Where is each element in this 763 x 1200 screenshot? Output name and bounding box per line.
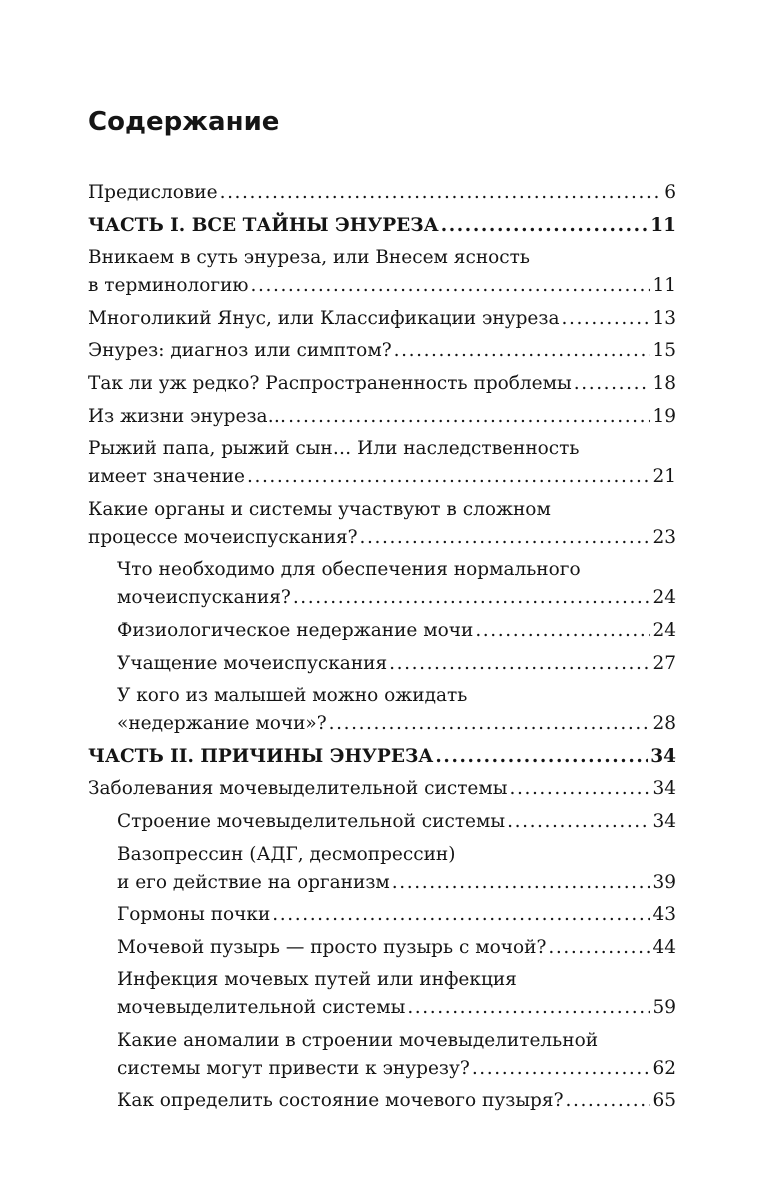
toc-entry-title: Гормоны почки [117,904,271,926]
dot-leader [507,808,650,836]
toc-page-number: 34 [650,745,676,767]
toc-page-number: 44 [652,936,676,958]
toc-page-number: 6 [664,182,676,203]
dot-leader [565,1087,650,1115]
dot-leader [472,1055,651,1083]
toc-subentry [117,841,676,897]
toc-list [88,179,676,1115]
toc-entry [88,305,676,333]
toc-entry-title-line1: Вникаем в суть энуреза, или Внесем ясность [88,247,530,269]
toc-page-number: 11 [650,214,676,236]
toc-part-heading [88,743,676,771]
toc-entry-title: Многоликий Янус, или Классификации энуреза [88,307,560,329]
toc-subentry [117,808,676,836]
toc-page-number: 19 [652,405,676,427]
dot-leader [293,584,651,612]
toc-entry [88,370,676,398]
toc-entry-title-line1: Какие органы и системы участвуют в сложном [88,498,551,520]
toc-subentry [117,934,676,962]
toc-entry-title: системы могут привести к энурезу? [117,1057,470,1079]
toc-entry-title: «недержание мочи»? [117,713,327,735]
toc-entry-title: ЧАСТЬ I. ВСЕ ТАЙНЫ ЭНУРЕЗА [88,214,439,236]
dot-leader [251,272,651,300]
dot-leader [548,934,650,962]
toc-entry [88,403,676,431]
toc-entry [88,435,676,491]
dot-leader [389,650,650,678]
dot-leader [407,994,650,1022]
toc-subentry [117,650,676,678]
toc-page-number: 21 [652,466,676,488]
toc-entry-title: Физиологическое недержание мочи [117,619,474,641]
toc-entry-title: Заболевания мочевыделительной системы [88,778,508,800]
toc-entry-title: в терминологию [88,275,249,297]
toc-entry-title: процессе мочеиспускания? [88,526,358,548]
toc-entry-title: Энурез: диагноз или симптом? [88,340,392,362]
toc-entry-title-line1: Рыжий папа, рыжий сын… Или наследственность [88,438,580,460]
toc-entry-title-line1: Вазопрессин (АДГ, десмопрессин) [117,843,456,865]
toc-entry-title-line1: Какие аномалии в строении мочевыделительной [117,1029,599,1051]
dot-leader [392,869,651,897]
toc-entry-title: мочеиспускания? [117,587,291,609]
dot-leader [220,179,663,207]
dot-leader [441,212,649,240]
toc-page-number: 24 [652,587,676,609]
toc-page-number: 15 [652,340,676,362]
toc-subentry [117,682,676,738]
toc-page-number: 34 [652,778,676,800]
toc-entry-title: ЧАСТЬ II. ПРИЧИНЫ ЭНУРЕЗА [88,745,434,767]
toc-entry-title-line1: У кого из малышей можно ожидать [117,685,468,707]
toc-page-number: 23 [652,526,676,548]
toc-page-number: 65 [652,1090,676,1112]
toc-page [88,104,676,1120]
toc-entry [88,775,676,803]
toc-page-number: 18 [652,372,676,394]
toc-entry-title-line1: Инфекция мочевых путей или инфекция [117,969,517,991]
toc-page-number: 39 [652,871,676,893]
toc-entry-title: Так ли уж редко? Распространенность проблемы [88,372,572,394]
toc-entry-title: Мочевой пузырь — просто пузырь с мочой? [117,936,547,958]
dot-leader [574,370,651,398]
toc-entry-title: Строение мочевыделительной системы [117,810,506,832]
toc-part-heading [88,212,676,240]
toc-page-number: 24 [652,619,676,641]
toc-entry [88,179,676,207]
dot-leader [288,403,650,431]
toc-subentry [117,1027,676,1083]
toc-page-number: 11 [652,275,676,297]
toc-entry-title: Из жизни энуреза… [88,405,287,427]
toc-page-number: 62 [652,1057,676,1079]
dot-leader [561,305,650,333]
toc-entry [88,244,676,300]
toc-entry [88,496,676,552]
toc-page-number: 28 [652,713,676,735]
toc-subentry [117,1087,676,1115]
dot-leader [247,463,650,491]
dot-leader [360,524,651,552]
toc-entry-title: и его действие на организм [117,871,390,893]
toc-page-number: 34 [652,810,676,832]
toc-page-number: 59 [652,997,676,1019]
toc-entry-title: Предисловие [88,182,218,203]
dot-leader [272,901,650,929]
dot-leader [510,775,651,803]
toc-entry-title: Учащение мочеиспускания [117,652,388,674]
dot-leader [475,617,650,645]
toc-page-number: 27 [652,652,676,674]
toc-subentry [117,617,676,645]
toc-page-number: 13 [652,307,676,329]
toc-entry [88,337,676,365]
dot-leader [329,710,651,738]
page-title: Содержание [88,107,280,137]
toc-entry-title: мочевыделительной системы [117,997,406,1019]
toc-subentry [117,966,676,1022]
dot-leader [394,337,651,365]
toc-page-number: 43 [652,904,676,926]
dot-leader [435,743,648,771]
toc-subentry [117,901,676,929]
toc-subentry [117,556,676,612]
toc-entry-title: Как определить состояние мочевого пузыря? [117,1090,564,1112]
toc-entry-title: имеет значение [88,466,245,488]
toc-entry-title-line1: Что необходимо для обеспечения нормального [117,559,581,581]
